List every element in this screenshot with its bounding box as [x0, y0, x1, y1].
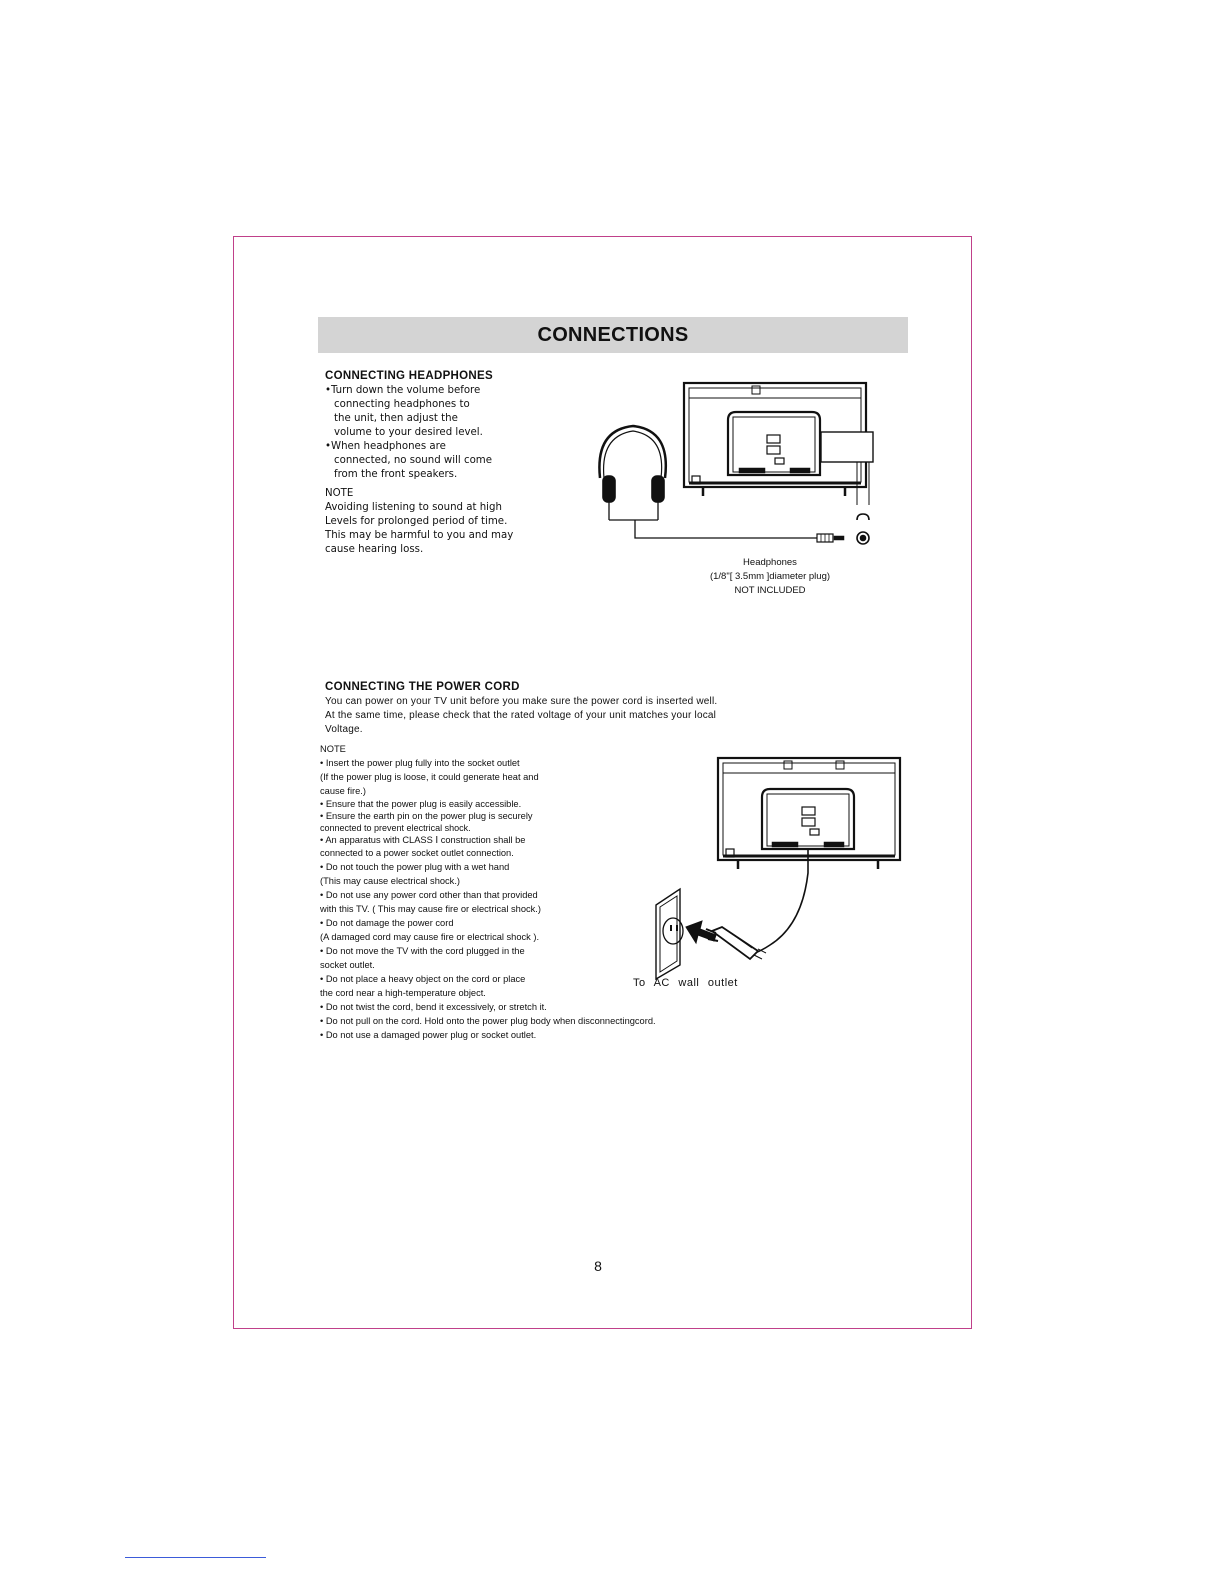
note-label: NOTE: [325, 488, 354, 499]
note-line: cause hearing loss.: [325, 544, 424, 555]
note-line: socket outlet.: [320, 960, 375, 970]
note-line: • Do not touch the power plug with a wet hand: [320, 862, 510, 872]
caption-line: NOT INCLUDED: [734, 585, 806, 596]
outlet-caption: To AC wall outlet: [633, 977, 738, 989]
headphones-instructions: [325, 384, 555, 482]
note-line: • Ensure that the power plug is easily accessible.: [320, 799, 522, 809]
note-line: with this TV. ( This may cause fire or electrical shock.): [320, 904, 541, 914]
headphones-caption: [682, 556, 858, 598]
note-line: connected to a power socket outlet connection.: [320, 848, 514, 858]
note-line: • Insert the power plug fully into the socket outlet: [320, 758, 520, 768]
caption-line: Headphones: [743, 557, 797, 568]
intro-line: You can power on your TV unit before you make sure the power cord is inserted well.: [325, 696, 718, 707]
note-line: Avoiding listening to sound at high: [325, 502, 502, 513]
instruction-line: the unit, then adjust the: [334, 413, 458, 424]
note-line: • Do not damage the power cord: [320, 918, 454, 928]
note-line: • Do not pull on the cord. Hold onto the power plug body when disconnectingcord.: [320, 1016, 656, 1026]
instruction-line: connected, no sound will come: [334, 455, 492, 466]
page-number: 8: [594, 1258, 602, 1274]
headphones-note: [325, 487, 555, 557]
instruction-line: •Turn down the volume before: [325, 385, 481, 396]
section-banner: [318, 317, 908, 353]
footer-rule: [125, 1557, 266, 1558]
note-line: • Do not use a damaged power plug or socket outlet.: [320, 1030, 537, 1040]
power-cord-heading: CONNECTING THE POWER CORD: [325, 681, 520, 693]
note-line: (This may cause electrical shock.): [320, 876, 461, 886]
note-line: (If the power plug is loose, it could generate heat and: [320, 772, 539, 782]
instruction-line: •When headphones are: [325, 441, 446, 452]
intro-line: Voltage.: [325, 724, 363, 735]
note-line: • Do not place a heavy object on the cord or place: [320, 974, 526, 984]
note-line: • Ensure the earth pin on the power plug is securely: [320, 811, 533, 821]
headphones-heading: CONNECTING HEADPHONES: [325, 370, 493, 382]
note-line: • Do not use any power cord other than that provided: [320, 890, 538, 900]
note-line: (A damaged cord may cause fire or electrical shock ).: [320, 932, 540, 942]
instruction-line: volume to your desired level.: [334, 427, 483, 438]
page-title: CONNECTIONS: [537, 323, 689, 346]
instruction-line: from the front speakers.: [334, 469, 458, 480]
note-label: NOTE: [320, 744, 346, 754]
note-line: the cord near a high-temperature object.: [320, 988, 486, 998]
instruction-line: connecting headphones to: [334, 399, 470, 410]
note-line: • Do not move the TV with the cord plugged in the: [320, 946, 525, 956]
note-line: • An apparatus with CLASS Ⅰ construction shall be: [320, 835, 526, 845]
power-cord-intro: [325, 695, 785, 737]
note-line: This may be harmful to you and may: [325, 530, 514, 541]
headphones-diagram: [595, 380, 885, 550]
note-line: • Do not twist the cord, bend it excessively, or stretch it.: [320, 1002, 547, 1012]
intro-line: At the same time, please check that the rated voltage of your unit matches your local: [325, 710, 717, 721]
note-line: Levels for prolonged period of time.: [325, 516, 508, 527]
power-cord-diagram: [650, 755, 905, 975]
caption-line: (1/8"[ 3.5mm ]diameter plug): [709, 571, 831, 582]
note-line: connected to prevent electrical shock.: [320, 823, 471, 833]
note-line: cause fire.): [320, 786, 366, 796]
